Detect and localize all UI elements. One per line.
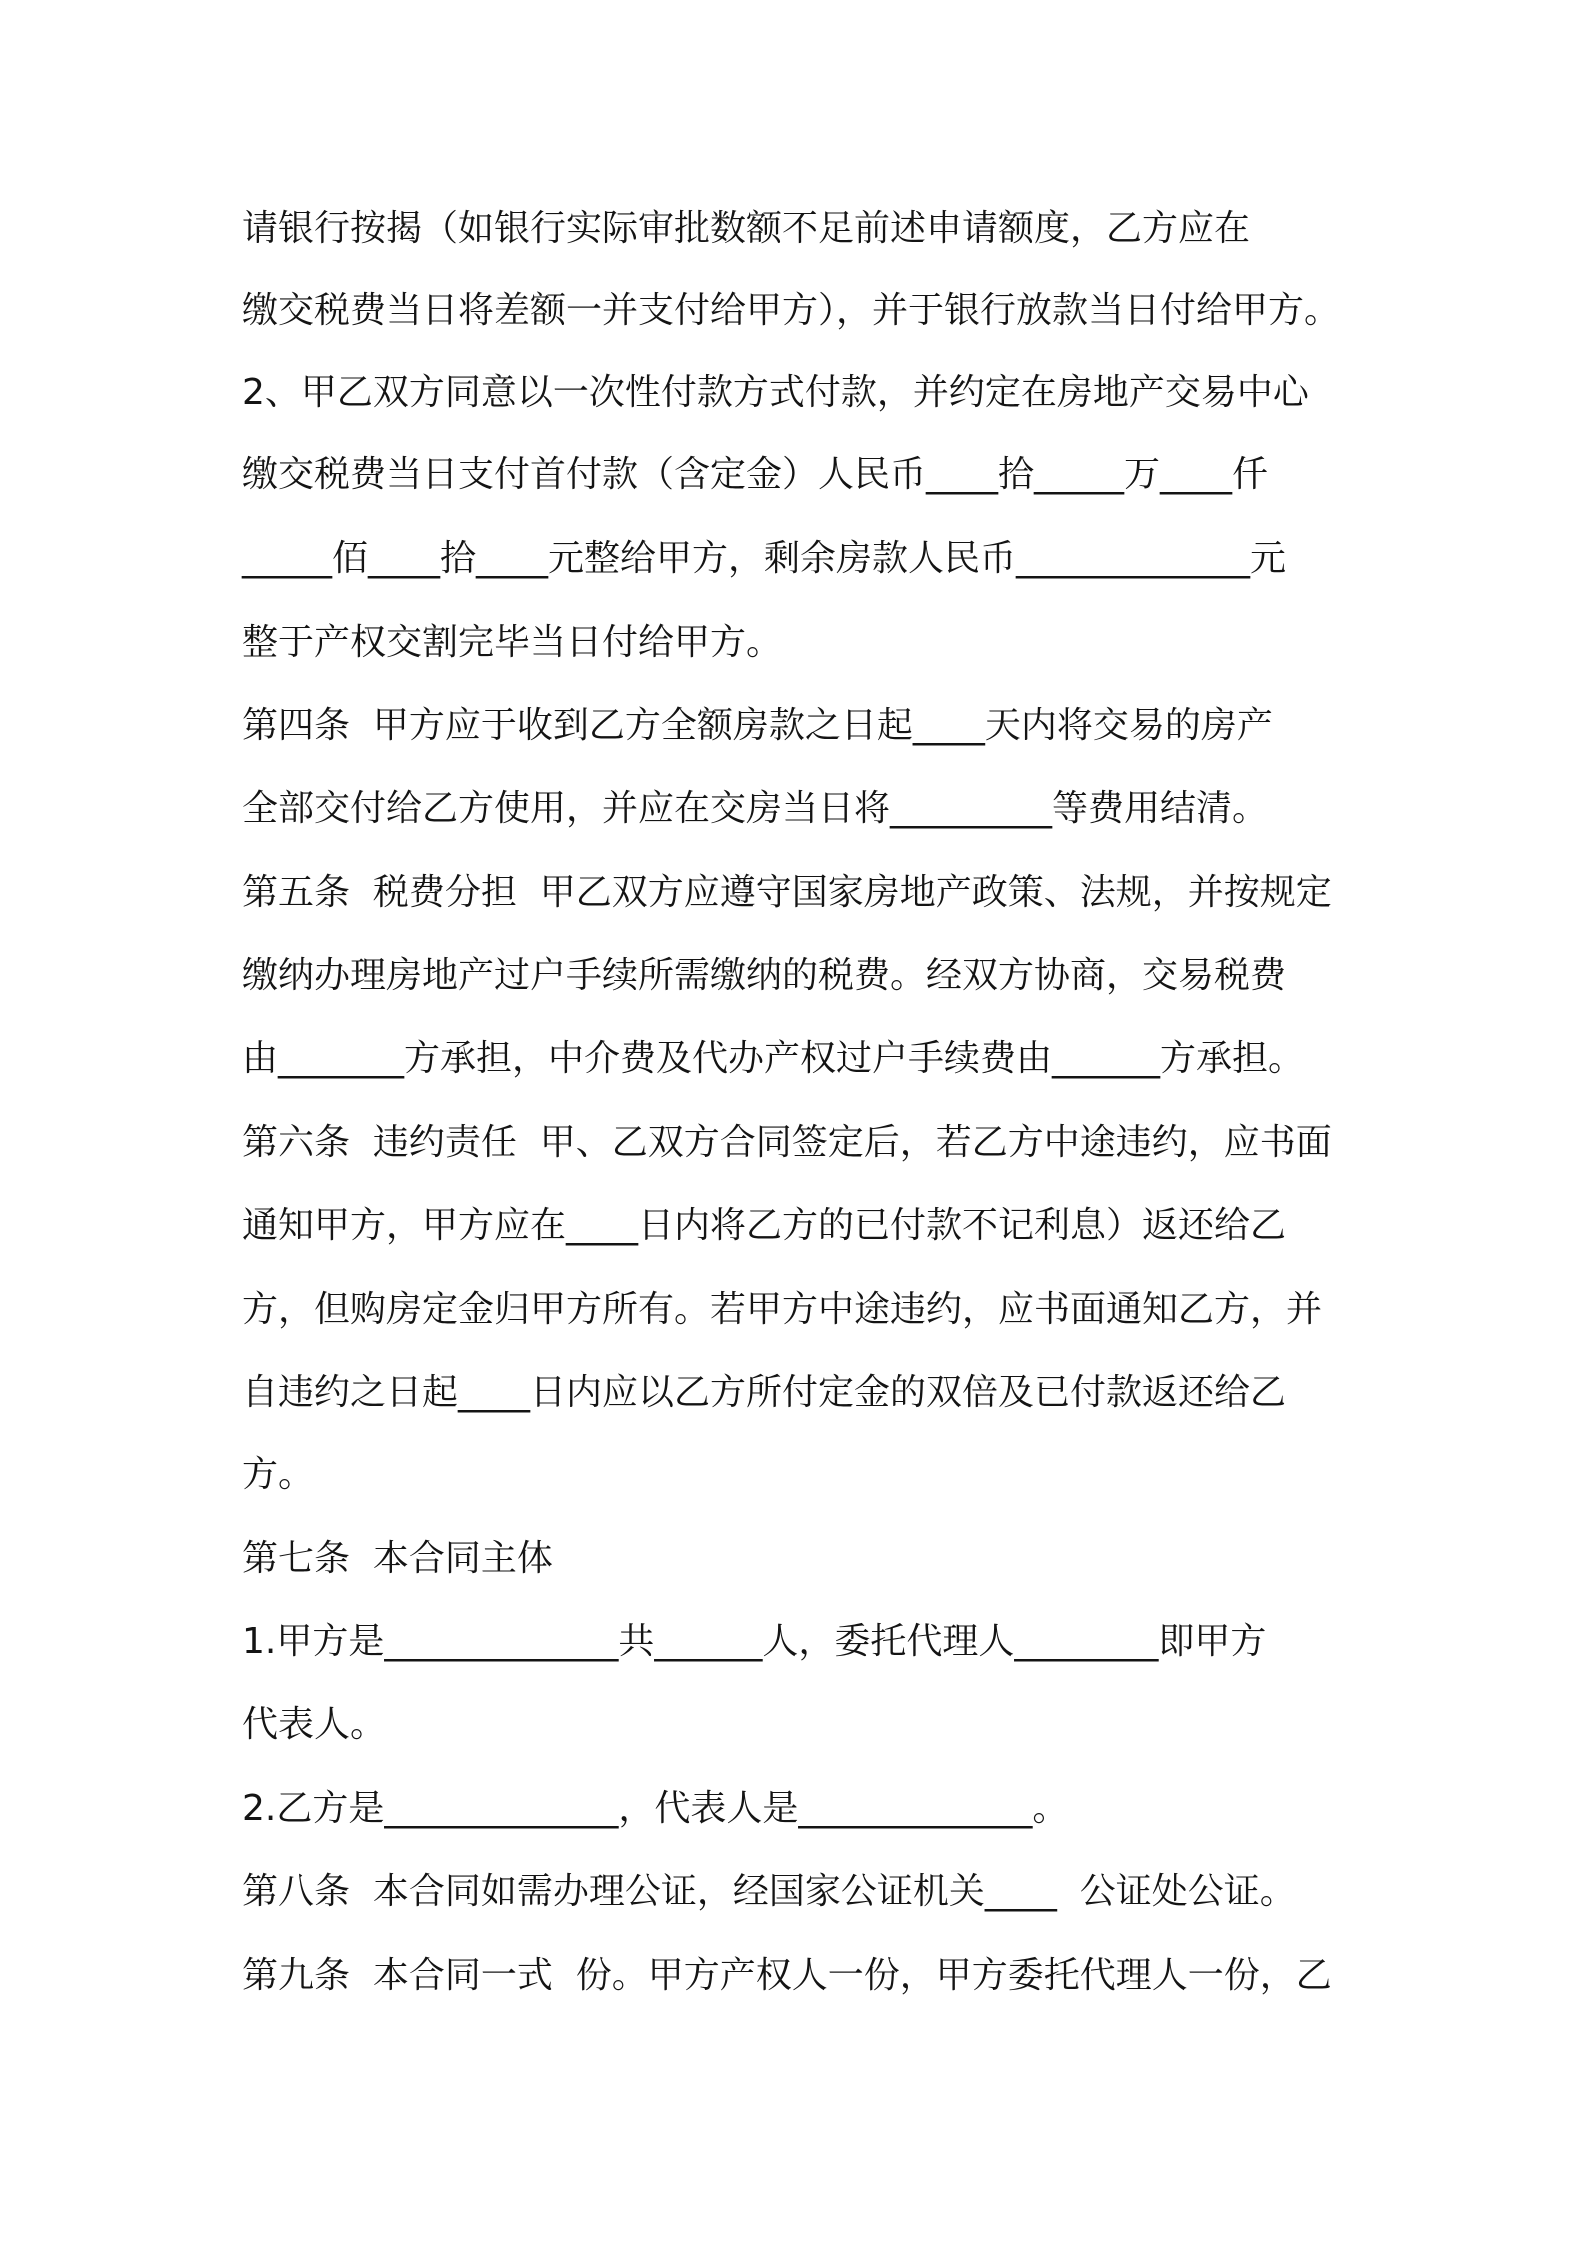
- text-line: 1.甲方是_____________共______人，委托代理人________即甲方: [242, 1621, 1267, 1662]
- text-line: 第九条 本合同一式 份。甲方产权人一份，甲方委托代理人一份，乙: [242, 1955, 1332, 1996]
- text-line: 第八条 本合同如需办理公证，经国家公证机关____ 公证处公证。: [242, 1871, 1296, 1912]
- text-line: 整于产权交割完毕当日付给甲方。: [242, 622, 783, 663]
- text-line: 方，但购房定金归甲方所有。若甲方中途违约，应书面通知乙方，并: [242, 1289, 1323, 1330]
- text-line: 第七条 本合同主体: [242, 1538, 553, 1579]
- text-line: 缴纳办理房地产过户手续所需缴纳的税费。经双方协商，交易税费: [242, 955, 1287, 996]
- text-line: 第五条 税费分担 甲乙双方应遵守国家房地产政策、法规，并按规定: [242, 872, 1332, 913]
- text-line: 缴交税费当日支付首付款（含定金）人民币____拾_____万____仟: [242, 454, 1269, 495]
- text-line: 2.乙方是_____________，代表人是_____________。: [242, 1788, 1069, 1829]
- text-line: 由_______方承担，中介费及代办产权过户手续费由______方承担。: [242, 1038, 1305, 1079]
- text-line: 2、甲乙双方同意以一次性付款方式付款，并约定在房地产交易中心: [242, 372, 1309, 413]
- text-line: 自违约之日起____日内应以乙方所付定金的双倍及已付款返还给乙: [242, 1372, 1287, 1413]
- text-line: 请银行按揭（如银行实际审批数额不足前述申请额度，乙方应在: [242, 208, 1251, 249]
- text-line: 第六条 违约责任 甲、乙双方合同签定后，若乙方中途违约，应书面: [242, 1122, 1332, 1163]
- text-line: 通知甲方，甲方应在____日内将乙方的已付款不记利息）返还给乙: [242, 1205, 1287, 1246]
- text-line: _____佰____拾____元整给甲方，剩余房款人民币_____________元: [242, 538, 1287, 579]
- text-line: 全部交付给乙方使用，并应在交房当日将_________等费用结清。: [242, 788, 1269, 829]
- text-line: 缴交税费当日将差额一并支付给甲方），并于银行放款当日付给甲方。: [242, 290, 1341, 331]
- text-line: 代表人。: [242, 1704, 387, 1745]
- text-line: 方。: [242, 1454, 315, 1495]
- text-line: 第四条 甲方应于收到乙方全额房款之日起____天内将交易的房产: [242, 705, 1273, 746]
